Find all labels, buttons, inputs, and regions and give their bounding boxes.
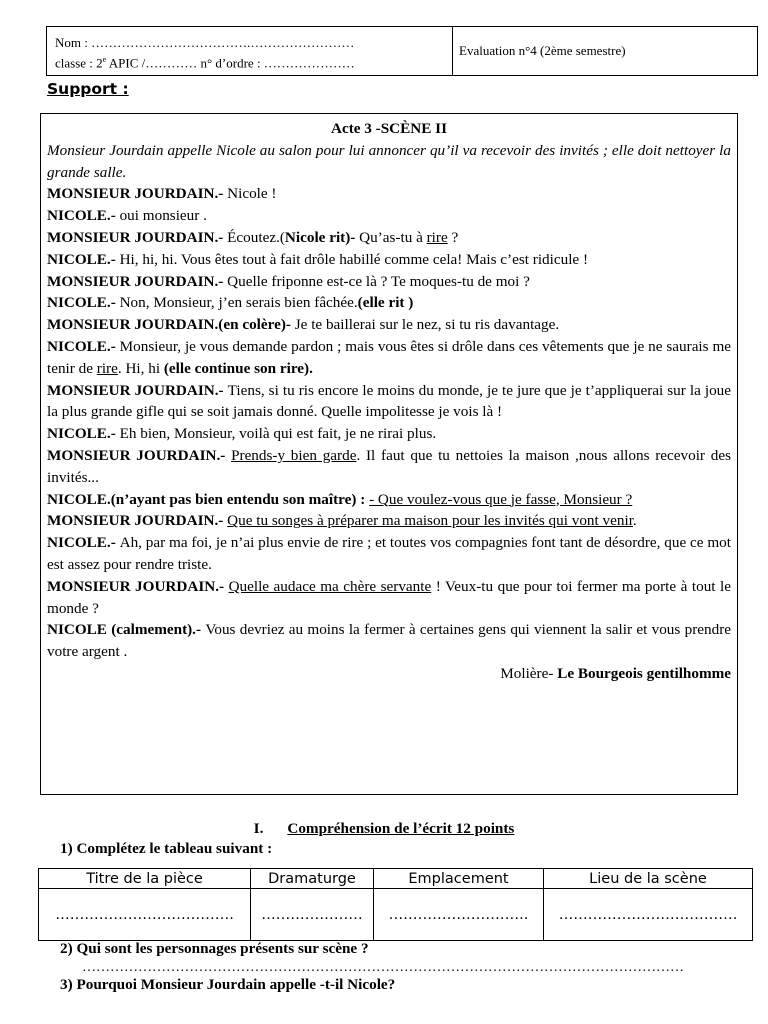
- dialogue-line: [47, 445, 731, 489]
- speech: Quelle friponne est-ce là ? Te moques-tu de moi ?: [227, 272, 530, 290]
- stage-direction: Nicole rit)-: [284, 228, 356, 246]
- scene-intro: [47, 140, 731, 184]
- speaker: NICOLE.(n’ayant pas bien entendu son maître) :: [47, 490, 370, 508]
- underlined-phrase: Quelle audace ma chère servante: [228, 577, 432, 595]
- header-cell: Dramaturge: [251, 869, 374, 889]
- dialogue-line: [47, 380, 731, 424]
- answer-cell[interactable]: ………………………..: [374, 889, 544, 941]
- speech: ! Veux-tu que pour toi fermer ma porte à tout le monde ?: [47, 577, 731, 617]
- dialogue-line: [47, 314, 731, 336]
- speaker: MONSIEUR JOURDAIN.-: [47, 577, 229, 595]
- dialogue-line: [47, 423, 731, 445]
- scene-intro-text: Monsieur Jourdain appelle Nicole au salon pour lui annoncer qu’il va recevoir des invités ; elle doit nettoyer la grande salle.: [47, 141, 731, 181]
- speech: . Hi, hi: [117, 359, 164, 377]
- speaker: MONSIEUR JOURDAIN.-: [47, 381, 228, 399]
- speech: Je te baillerai sur le nez, si tu ris davantage.: [294, 316, 560, 334]
- source-author: Molière-: [500, 664, 558, 682]
- speaker: NICOLE.-: [47, 294, 120, 312]
- speech: Ah, par ma foi, je n’ai plus envie de rire ; et toutes vos compagnies font tant de désordre, que ce mot est assez pour rendre triste.: [47, 534, 731, 573]
- speaker: NICOLE.-: [47, 337, 120, 355]
- header-cell: Titre de la pièce: [39, 869, 251, 889]
- dialogue-line: [47, 532, 731, 576]
- speech: Nicole !: [227, 185, 277, 203]
- speaker: MONSIEUR JOURDAIN.-: [47, 272, 228, 290]
- classe-suffix: APIC /………… n° d’ordre : …………………: [106, 55, 355, 71]
- student-info: [47, 27, 453, 75]
- support-label: Support :: [47, 80, 129, 98]
- underlined-phrase: - Que voulez-vous que je fasse, Monsieur ?: [369, 490, 633, 508]
- speaker: NICOLE.-: [47, 207, 120, 225]
- dialogue-line: [47, 205, 731, 227]
- header-box: [46, 26, 758, 76]
- speech: .: [632, 512, 637, 530]
- evaluation-label: Evaluation n°4 (2ème semestre): [459, 43, 626, 58]
- dialogue-line: [47, 619, 731, 663]
- header-cell: Lieu de la scène: [544, 869, 753, 889]
- header-cell: Emplacement: [374, 869, 544, 889]
- speech: ?: [447, 228, 459, 246]
- speech: Eh bien, Monsieur, voilà qui est fait, je ne rirai plus.: [119, 425, 437, 443]
- speaker: MONSIEUR JOURDAIN.(en colère)-: [47, 316, 295, 334]
- dialogue-line: [47, 292, 731, 314]
- speech: Vous devriez au moins la fermer à certaines gens qui viennent la salir et vous prendre votre argent .: [47, 621, 731, 661]
- answer-cell[interactable]: ……………………………….: [39, 889, 251, 941]
- speech: Hi, hi, hi. Vous êtes tout à fait drôle habillé comme cela! Mais c’est ridicule !: [119, 250, 589, 268]
- classe-line: [55, 51, 452, 71]
- answer-cell[interactable]: ……………………………….: [544, 889, 753, 941]
- answer-line-2[interactable]: …………………………………………………………………………………………………………………: [82, 960, 684, 975]
- source-title: Le Bourgeois gentilhomme: [557, 664, 731, 682]
- underlined-word: rire: [426, 228, 448, 246]
- speech: Non, Monsieur, j’en serais bien fâchée.: [119, 294, 358, 312]
- dialogue-line: [47, 336, 731, 380]
- section-numeral: I.: [253, 820, 264, 837]
- source-line: [47, 663, 731, 685]
- speaker: MONSIEUR JOURDAIN.-: [47, 185, 228, 203]
- dialogue-line: [47, 183, 731, 205]
- dialogue-line: [47, 489, 731, 511]
- section-title-text: Compréhension de l’écrit 12 points: [287, 820, 515, 837]
- nom-line: Nom : ……………………………….……………………: [55, 35, 355, 50]
- stage-direction: (elle rit ): [357, 294, 414, 312]
- speaker: NICOLE.-: [47, 534, 120, 552]
- answer-cell[interactable]: …………………: [251, 889, 374, 941]
- stage-direction: (elle continue son rire).: [163, 359, 313, 377]
- classe-sup: e: [102, 55, 107, 64]
- underlined-phrase: Prends-y bien garde: [231, 446, 357, 464]
- table-answer-row: [39, 889, 753, 941]
- dialogue-line: [47, 576, 731, 620]
- speaker: NICOLE.-: [47, 250, 120, 268]
- speaker: MONSIEUR JOURDAIN.-: [47, 446, 232, 464]
- text-box: [40, 113, 738, 795]
- dialogue-line: [47, 271, 731, 293]
- dialogue-line: [47, 249, 731, 271]
- question-3: 3) Pourquoi Monsieur Jourdain appelle -t-il Nicole?: [60, 976, 396, 993]
- speech: Tiens, si tu ris encore le moins du monde, je te jure que je t’appliquerai sur la joue la plus grande gifle qui se soit jamais donné. Quelle impolitesse je vois là !: [47, 381, 731, 421]
- section-title: [0, 820, 768, 838]
- question-2: 2) Qui sont les personnages présents sur scène ?: [60, 940, 369, 957]
- speech: Écoutez.(: [227, 228, 285, 246]
- dialogue-line: [47, 227, 731, 249]
- speaker: NICOLE.-: [47, 425, 120, 443]
- dialogue-line: [47, 510, 731, 532]
- answer-table: [38, 868, 753, 941]
- speech: oui monsieur .: [119, 207, 207, 225]
- underlined-phrase: Que tu songes à préparer ma maison pour les invités qui vont venir: [227, 512, 633, 530]
- question-1: 1) Complétez le tableau suivant :: [60, 840, 273, 857]
- table-header-row: [39, 869, 753, 889]
- classe-prefix: classe : 2: [55, 55, 103, 71]
- speech: Monsieur, je vous demande pardon ; mais vous êtes si drôle dans ces vêtements que je ne saurais me tenir de: [47, 337, 732, 377]
- speaker: NICOLE (calmement).-: [47, 621, 206, 639]
- underlined-word: rire: [96, 359, 118, 377]
- speaker: MONSIEUR JOURDAIN.-: [47, 228, 228, 246]
- speaker: MONSIEUR JOURDAIN.-: [47, 512, 228, 530]
- scene-title: Acte 3 -SCÈNE II: [330, 120, 447, 137]
- speech: . Il faut que tu nettoies la maison ,nous allons recevoir des invités...: [47, 446, 731, 486]
- speech: Qu’as-tu à: [355, 228, 427, 246]
